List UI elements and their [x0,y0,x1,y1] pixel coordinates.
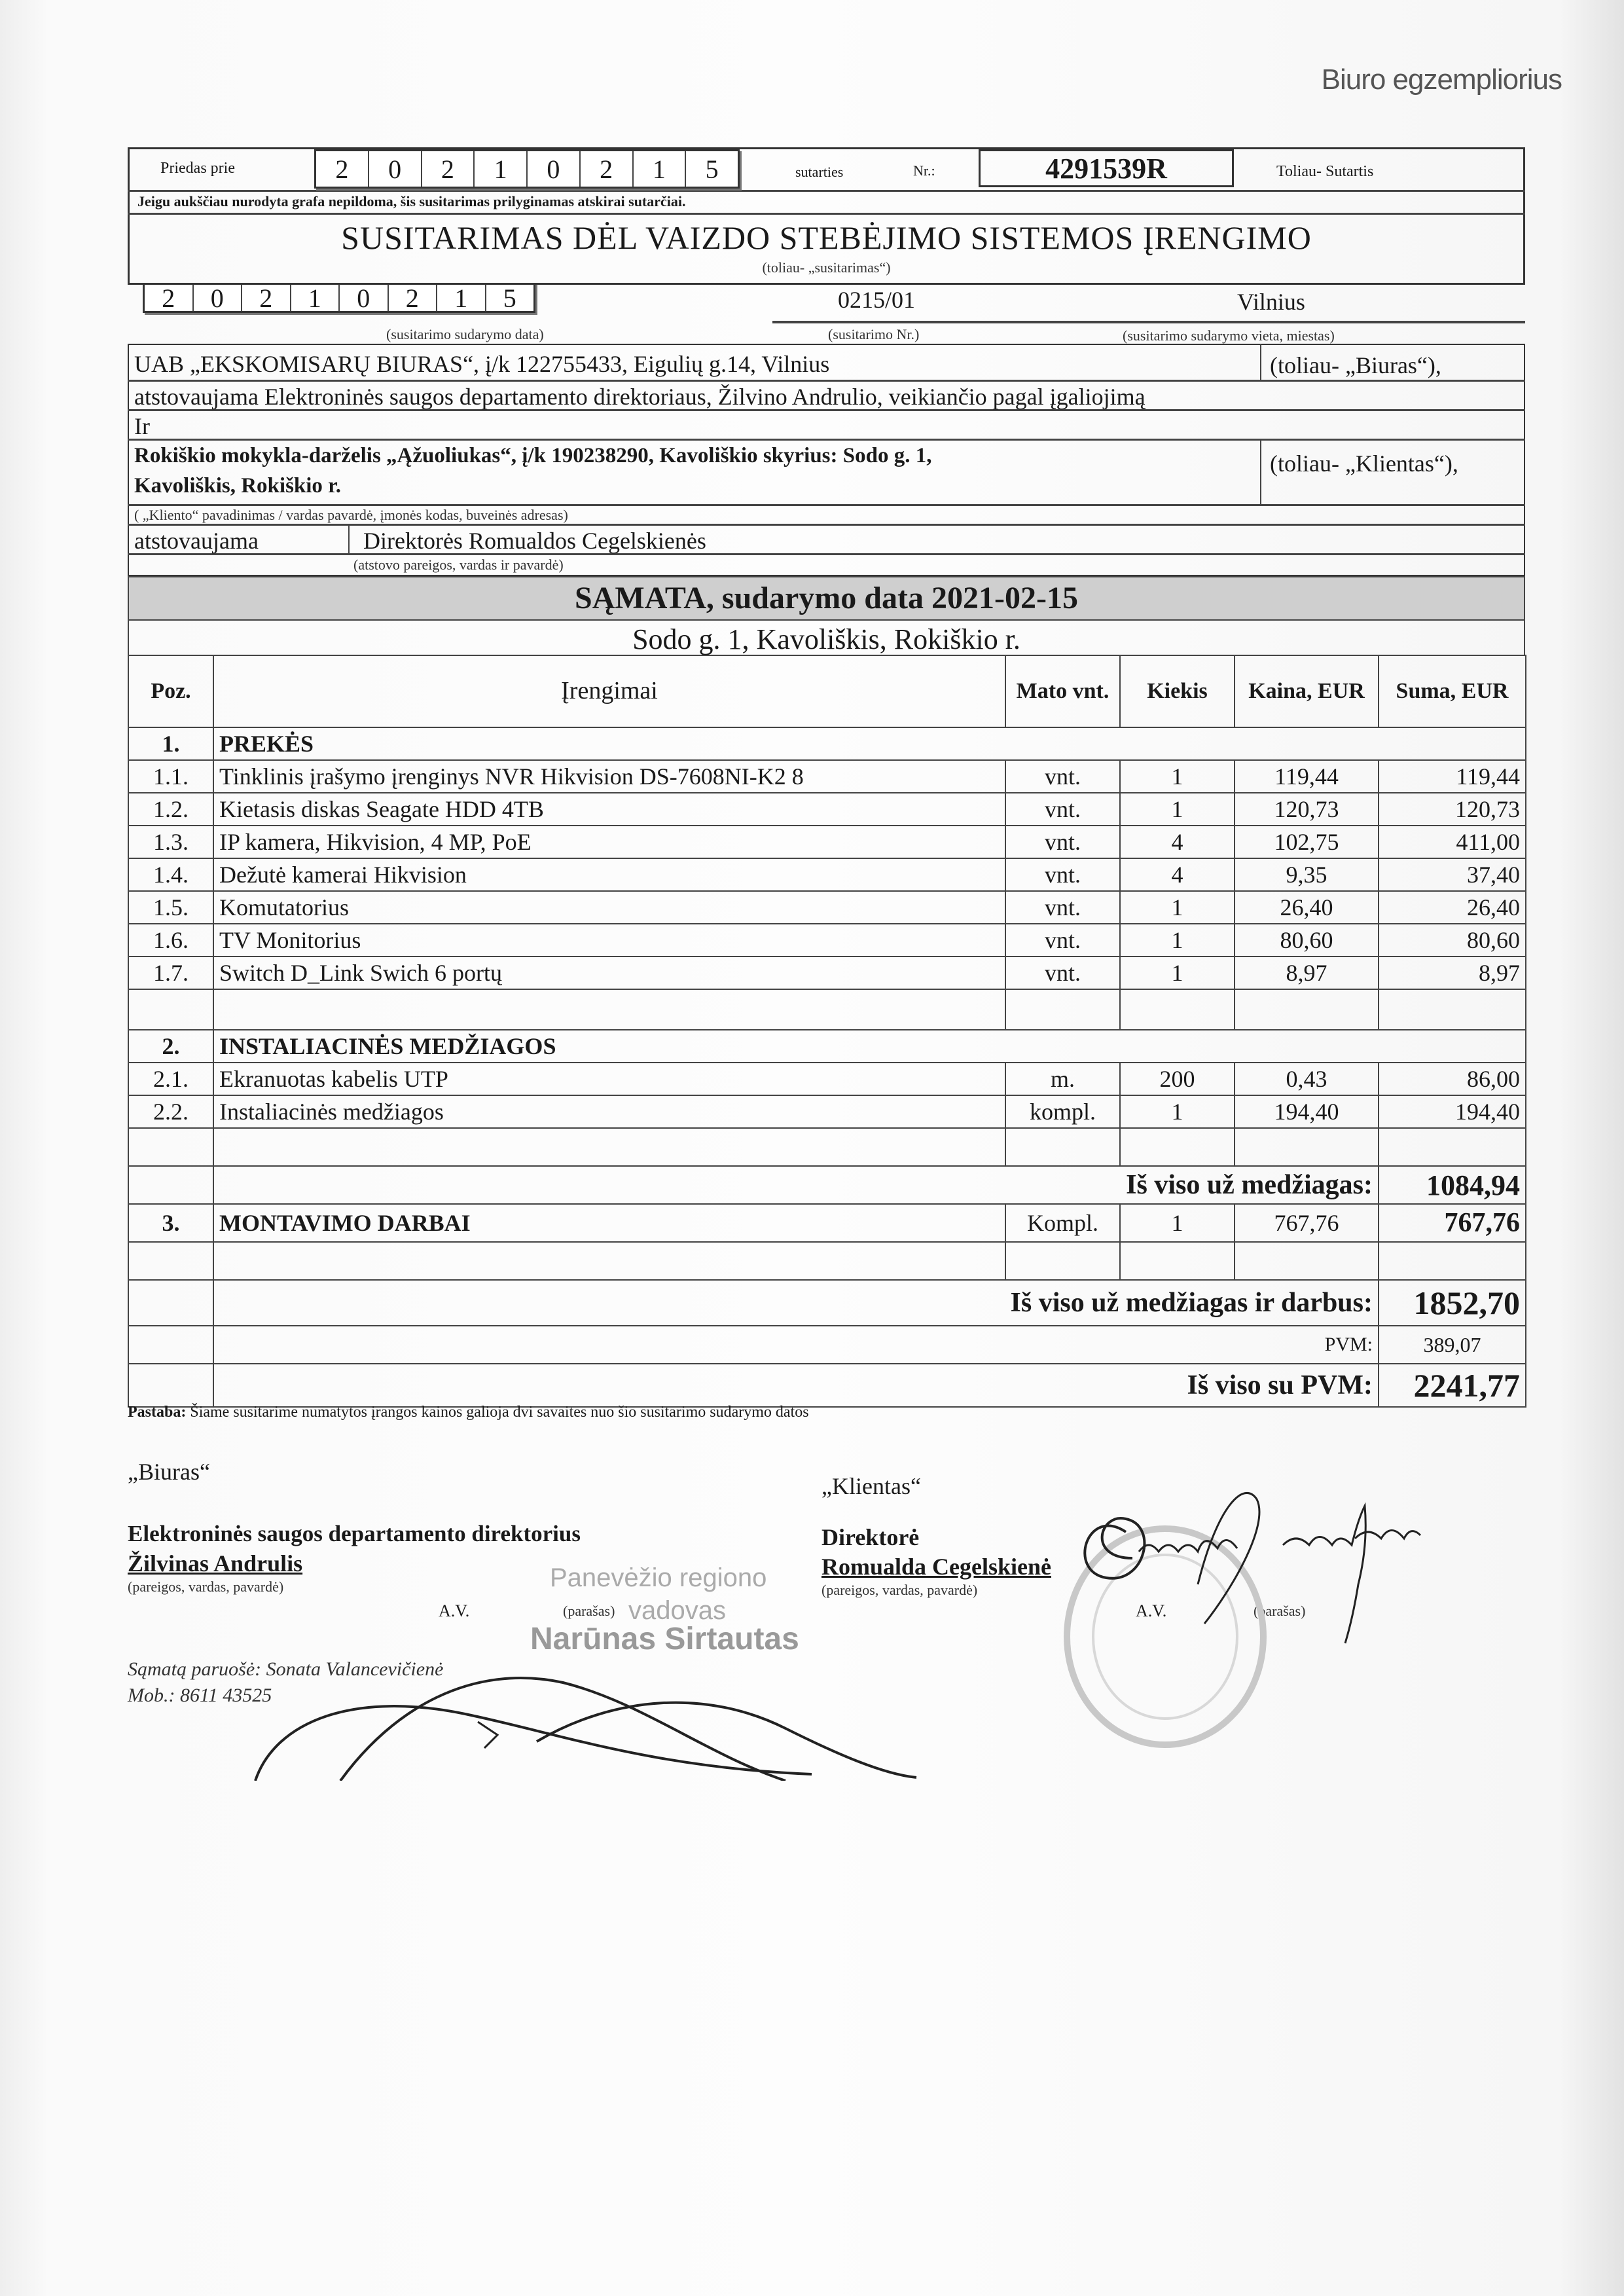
stamp-line-2: vadovas [628,1596,726,1625]
agreement-number: 0215/01 [838,287,916,313]
estimate-address: Sodo g. 1, Kavoliškis, Rokiškio r. [632,623,1020,655]
empty-row [128,1242,1526,1280]
bureau-representative: atstovaujama Elektroninės saugos departamento direktoriaus, Žilvino Andrulio, veikiančio pagal įgaliojimą [134,384,1146,410]
client-signature-and-seal [1047,1460,1519,1800]
total-with-vat-row [128,1364,1526,1407]
col-unit: Mato vnt. [1005,655,1120,727]
client-details-line1: Rokiškio mokykla-darželis „Ąžuoliukas“, į/k 190238290, Kavoliškio skyrius: Sodo g. 1, [134,444,932,467]
bureau-caption: (pareigos, vardas, pavardė) [128,1578,284,1595]
materials-total-label: Iš viso už medžiagas: [213,1166,1379,1204]
stamp-line-1: Panevėžio regiono [550,1563,767,1592]
nr-label: Nr.: [913,162,935,179]
annex-label: Priedas prie [160,160,235,177]
and-label: Ir [134,413,150,439]
bureau-signature-scribble [196,1650,949,1781]
number-caption: (susitarimo Nr.) [828,326,920,342]
table-row: 1.1. Tinklinis įrašymo įrenginys NVR Hikvision DS-7608NI-K2 8 vnt. 1 119,44 119,44 [128,760,1526,793]
materials-total-row [128,1166,1526,1204]
contract-label: sutarties [795,164,844,180]
client-details-line2: Kavoliškis, Rokiškio r. [134,474,342,498]
estimate-title: SĄMATA, sudarymo data 2021-02-15 [575,581,1078,615]
materials-total-value: 1084,94 [1379,1166,1526,1204]
materials-work-total-value: 1852,70 [1379,1280,1526,1326]
table-row: 2.2. Instaliacinės medžiagos kompl. 1 194,40 194,40 [128,1095,1526,1128]
agreement-place: Vilnius [1237,289,1305,315]
vat-row [128,1326,1526,1364]
table-header-row [128,655,1526,727]
client-sign-caption: (parašas) [1254,1603,1306,1619]
bureau-position: Elektroninės saugos departamento direktorius [128,1521,581,1546]
estimate-table [128,655,1526,1408]
client-position: Direktorė [821,1524,920,1550]
section-row-work: 3. MONTAVIMO DARBAI Kompl. 1 767,76 767,76 [128,1204,1526,1242]
client-caption: ( „Kliento“ pavadinimas / vardas pavardė, įmonės kodas, buveinės adresas) [134,507,568,523]
bureau-sign-caption: (parašas) [563,1603,615,1619]
section-row: 1. PREKĖS [128,727,1526,760]
table-row: 1.7. Switch D_Link Swich 6 portų vnt. 1 8,97 8,97 [128,957,1526,989]
col-price: Kaina, EUR [1235,655,1379,727]
table-row: 1.6. TV Monitorius vnt. 1 80,60 80,60 [128,924,1526,957]
client-signatory-name: Romualda Cegelskienė [821,1554,1051,1580]
bureau-signatory-name: Žilvinas Andrulis [128,1550,303,1576]
vat-label: PVM: [213,1326,1379,1364]
bureau-seal-label: A.V. [439,1601,470,1620]
title-alias: (toliau- „susitarimas“) [762,259,891,276]
bureau-alias: (toliau- „Biuras“), [1270,352,1441,378]
note-label: Pastaba: [128,1404,187,1421]
bureau-party-label: „Biuras“ [128,1459,210,1485]
col-pos: Poz. [128,655,213,727]
contract-alias: Toliau- Sutartis [1276,163,1374,180]
notice: Jeigu aukščiau nurodyta grafa nepildoma, šis susitarimas prilyginamas atskirai sutarčiai. [137,193,686,210]
vat-value: 389,07 [1379,1326,1526,1364]
empty-row [128,989,1526,1030]
empty-row [128,1128,1526,1166]
client-caption: (pareigos, vardas, pavardė) [821,1582,978,1598]
table-row: 1.3. IP kamera, Hikvision, 4 MP, PoE vnt. 4 102,75 411,00 [128,826,1526,858]
client-rep-label: atstovaujama [134,528,259,554]
materials-work-total-row [128,1280,1526,1326]
stamp-line-3: Narūnas Sirtautas [530,1622,799,1656]
client-party-label: „Klientas“ [821,1473,921,1499]
section-row: 2. INSTALIACINĖS MEDŽIAGOS [128,1030,1526,1063]
materials-work-total-label: Iš viso už medžiagas ir darbus: [213,1280,1379,1326]
table-row: 1.2. Kietasis diskas Seagate HDD 4TB vnt. 1 120,73 120,73 [128,793,1526,826]
client-representative: Direktorės Romualdos Cegelskienės [363,528,706,554]
client-rep-caption: (atstovo pareigos, vardas ir pavardė) [353,556,564,573]
col-equipment: Įrengimai [213,655,1005,727]
note-text: Šiame susitarime numatytos įrangos kainos galioja dvi savaites nuo šio susitarimo sudarymo datos [190,1404,809,1421]
table-row: 2.1. Ekranuotas kabelis UTP m. 200 0,43 86,00 [128,1063,1526,1095]
table-row: 1.5. Komutatorius vnt. 1 26,40 26,40 [128,891,1526,924]
table-row: 1.4. Dežutė kamerai Hikvision vnt. 4 9,35 37,40 [128,858,1526,891]
col-sum: Suma, EUR [1379,655,1526,727]
prepared-by: Sąmatą paruošė: Sonata Valancevičienė [128,1658,444,1680]
copy-label: Biuro egzempliorius [1321,64,1562,96]
note [128,1404,809,1420]
contract-date-digits: 2 0 2 1 0 2 1 5 [314,149,740,189]
total-with-vat-label: Iš viso su PVM: [213,1364,1379,1407]
client-seal-label: A.V. [1136,1601,1167,1620]
date-caption: (susitarimo sudarymo data) [386,326,544,342]
agreement-date-digits: 2 0 2 1 0 2 1 5 [143,283,535,313]
mobile: Mob.: 8611 43525 [128,1685,272,1706]
total-with-vat-value: 2241,77 [1379,1364,1526,1407]
page-title: SUSITARIMAS DĖL VAIZDO STEBĖJIMO SISTEMOS ĮRENGIMO [341,219,1312,256]
client-alias: (toliau- „Klientas“), [1270,450,1458,477]
col-qty: Kiekis [1120,655,1235,727]
bureau-details: UAB „EKSKOMISARŲ BIURAS“, į/k 122755433, Eigulių g.14, Vilnius [134,351,830,377]
place-caption: (susitarimo sudarymo vieta, miestas) [1123,327,1335,344]
contract-number: 4291539R [979,149,1234,187]
